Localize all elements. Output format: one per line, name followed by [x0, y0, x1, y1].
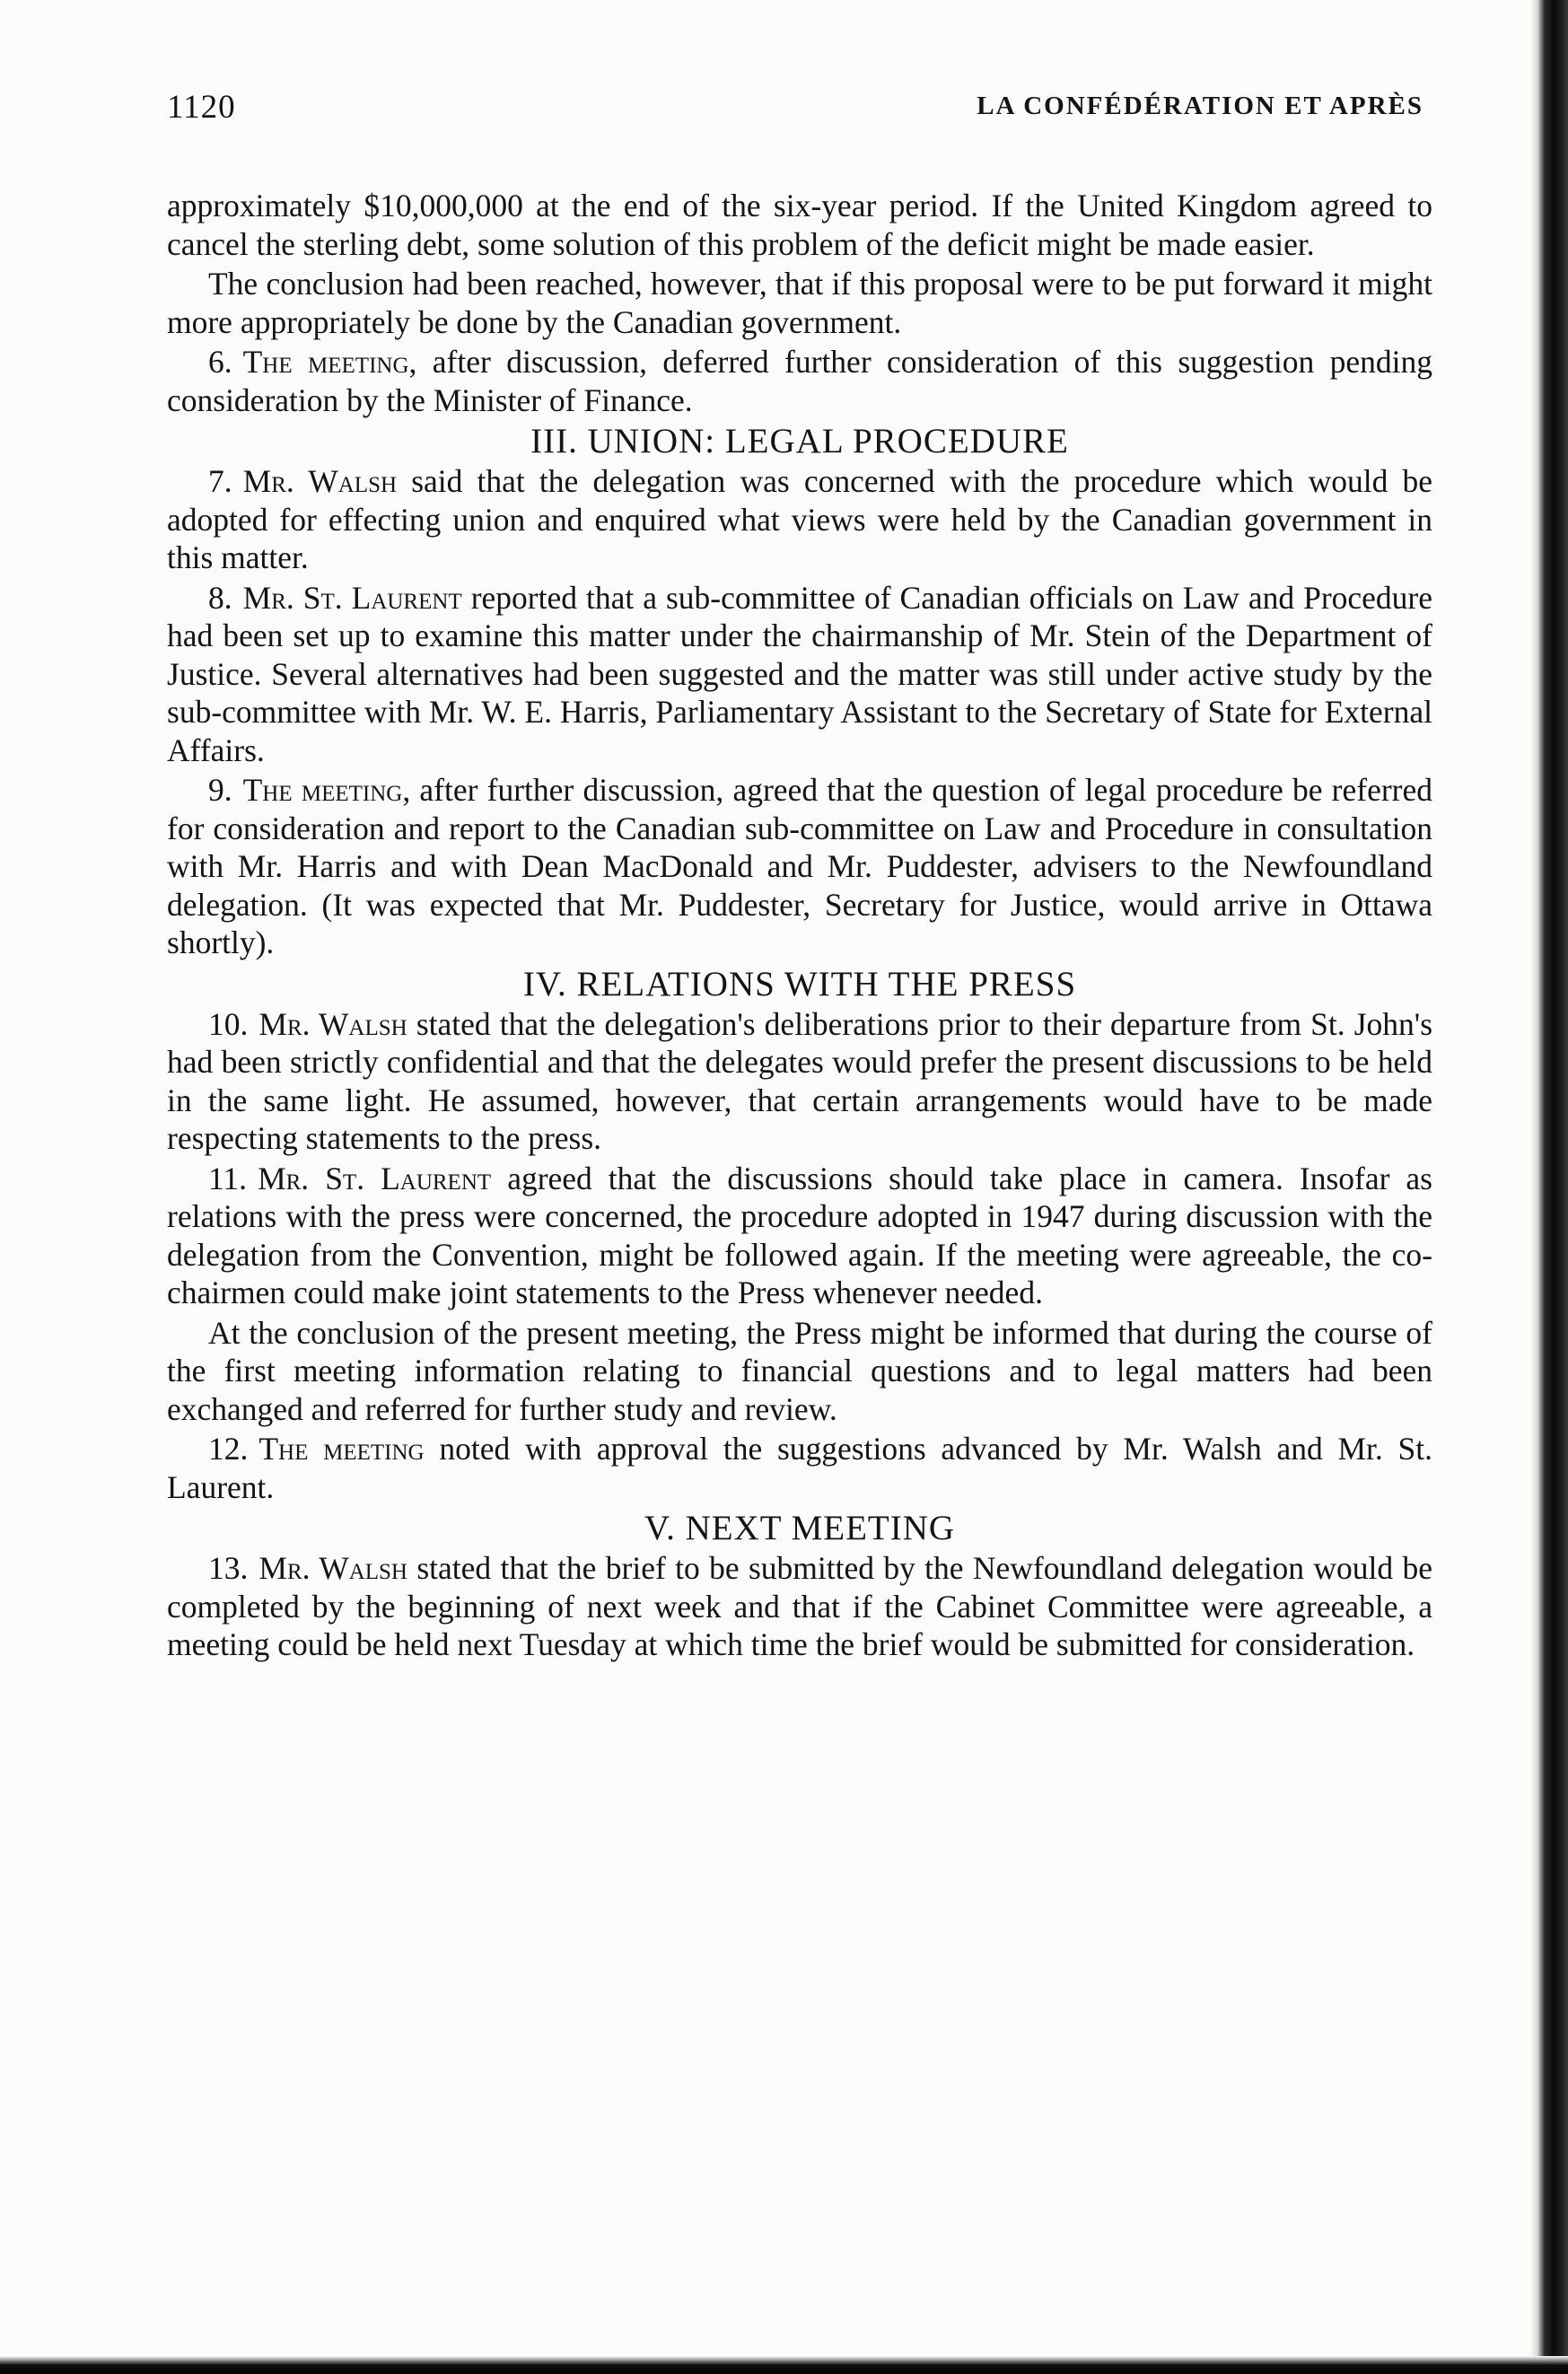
- item-speaker: Mr. St. Laurent: [258, 1160, 492, 1196]
- page-header: [167, 88, 1423, 133]
- item-number: 11.: [208, 1160, 248, 1196]
- item-7: [167, 462, 1432, 577]
- page-number: 1120: [167, 89, 236, 126]
- book-edge-right: [1530, 0, 1568, 2374]
- item-speaker: Mr. Walsh: [242, 463, 398, 499]
- item-speaker: The meeting,: [242, 344, 417, 380]
- item-speaker: Mr. Walsh: [258, 1005, 407, 1042]
- paragraph-press-informed: At the conclusion of the present meeting, the Press might be informed that during the course of the first meeting information relating to financial questions and to legal matters had been exchanged and referred for further study and review.: [167, 1314, 1432, 1427]
- item-speaker: Mr. Walsh: [258, 1550, 407, 1586]
- item-speaker: Mr. St. Laurent: [242, 579, 462, 616]
- running-head: LA CONFÉDÉRATION ET APRÈS: [977, 92, 1423, 120]
- book-edge-bottom: [0, 2356, 1568, 2374]
- item-text: after discussion, deferred further consideration of this suggestion pending consideration by the Minister of Finance.: [167, 344, 1432, 418]
- item-number: 13.: [208, 1550, 249, 1586]
- item-6: [167, 343, 1432, 419]
- item-number: 8.: [208, 579, 232, 616]
- item-number: 7.: [208, 463, 232, 499]
- item-speaker: The meeting,: [242, 772, 411, 808]
- item-text: agreed that the discussions should take place in camera. Insofar as relations with the press were concerned, the procedure adopted in 1947 during discussion with the delegation from the Convention, might be followed again. If the meeting were agreeable, the co-chairmen could make joint statements to the Press whenever needed.: [167, 1160, 1433, 1310]
- item-text: stated that the delegation's deliberations prior to their departure from St. John's had been strictly confidential and that the delegates would prefer the present discussions to be held in the same light. He assumed, however, that certain arrangements would have to be made respecting statements to the press.: [167, 1005, 1433, 1156]
- section-heading-press: IV. RELATIONS WITH THE PRESS: [522, 964, 1077, 1003]
- paragraph-conclusion: The conclusion had been reached, however, that if this proposal were to be put forward it might more appropriately be done by the Canadian government.: [167, 266, 1432, 340]
- item-number: 9.: [208, 772, 232, 808]
- item-number: 10.: [208, 1005, 249, 1042]
- item-text: after further discussion, agreed that the question of legal procedure be referred for consideration and report to the Canadian sub-committee on Law and Procedure in consultation with Mr. Harris and with Dean MacDonald and Mr. Puddester, advisers to the Newfoundland delegation. (It was expected that Mr. Puddester, Secretary for Justice, would arrive in Ottawa shortly).: [167, 772, 1432, 960]
- item-text: reported that a sub-committee of Canadian officials on Law and Procedure had been set up to examine this matter under the chairmanship of Mr. Stein of the Department of Justice. Several alternatives had been suggested and the matter was still under active study by the sub-committee with Mr. W. E. Harris, Parliamentary Assistant to the Secretary of State for External Affairs.: [167, 579, 1433, 768]
- item-10: [167, 1005, 1432, 1158]
- item-9: [167, 771, 1432, 962]
- section-heading-next-meeting: V. NEXT MEETING: [644, 1509, 956, 1547]
- item-number: 6.: [208, 344, 232, 380]
- page-body: [167, 187, 1432, 1666]
- item-text: said that the delegation was concerned with the procedure which would be adopted for effecting union and enquired what views were held by the Canadian government in this matter.: [167, 463, 1432, 575]
- item-11: [167, 1160, 1432, 1312]
- item-number: 12.: [208, 1431, 249, 1467]
- item-13: [167, 1549, 1432, 1664]
- item-text: stated that the brief to be submitted by the Newfoundland delegation would be completed by the beginning of next week and that if the Cabinet Committee were agreeable, a meeting could be held next Tuesday at which time the brief would be submitted for consideration.: [167, 1550, 1433, 1662]
- item-12: [167, 1430, 1432, 1506]
- item-speaker: The meeting: [258, 1431, 425, 1467]
- item-text: noted with approval the suggestions advanced by Mr. Walsh and Mr. St. Laurent.: [167, 1431, 1433, 1505]
- paragraph-continued: approximately $10,000,000 at the end of the six-year period. If the United Kingdom agreed to cancel the sterling debt, some solution of this problem of the deficit might be made easier.: [167, 188, 1432, 262]
- item-8: [167, 579, 1432, 770]
- section-heading-legal-procedure: III. UNION: LEGAL PROCEDURE: [530, 422, 1069, 460]
